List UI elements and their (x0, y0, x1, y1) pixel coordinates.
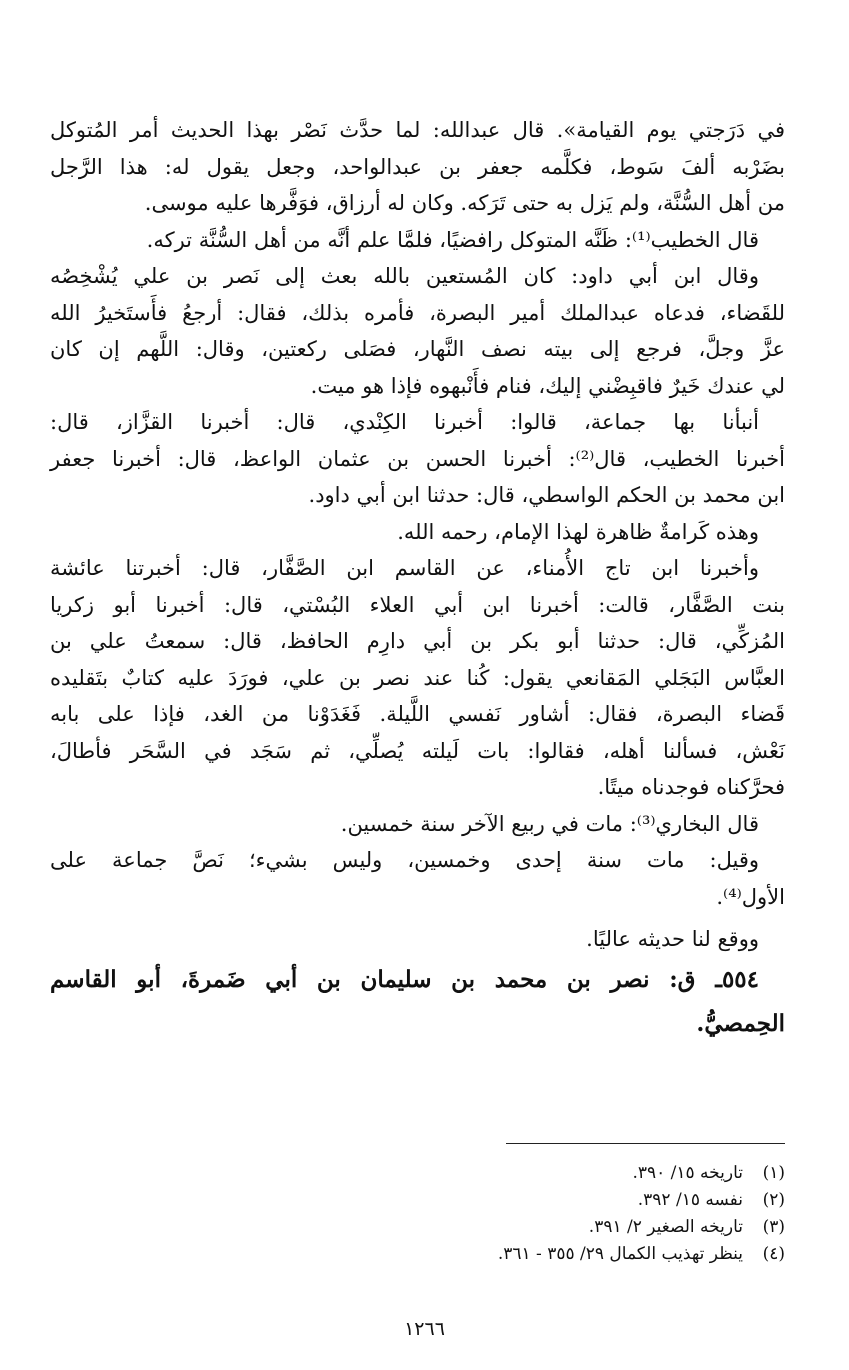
footnote-number: (١) (762, 1163, 785, 1183)
text-line: بنت الصَّفَّار، قالت: أخبرنا ابن أبي العلاء البُسْتي، قال: أخبرنا أبو زكريا (50, 592, 785, 617)
text-line: لي عندك خَيرٌ فاقبِضْني إليك، فنام فأَنْبهوه فإذا هو ميت. (310, 373, 785, 398)
footnote-text: نفسه ١٥/ ٣٩٢. (637, 1190, 743, 1210)
footnote (185, 1160, 785, 1187)
text-line: المُزكِّي، قال: حدثنا أبو بكر بن أبي دارِم الحافظ، قال: سمعتُ علي بن (50, 629, 785, 653)
text-line: قال الخطيب⁽¹⁾: ظَنَّه المتوكل رافضيًا، فلمَّا علم أنَّه من أهل السُّنَّة تركه. (146, 227, 759, 252)
text-line: ابن محمد بن الحكم الواسطي، قال: حدثنا ابن أبي داود. (308, 483, 785, 507)
text-line: وهذه كَرامةٌ ظاهرة لهذا الإمام، رحمه الله. (397, 519, 759, 544)
text-line: عزَّ وجلَّ، فرجع إلى بيته نصف النَّهار، فصَلى ركعتين، وقال: اللَّهم إن كان (50, 337, 785, 361)
entry-heading-line: الحِمصيُّ. (696, 1009, 785, 1037)
footnote-text: ينظر تهذيب الكمال ٢٩/ ٣٥٥ - ٣٦١. (497, 1244, 743, 1264)
footnote-number: (٤) (762, 1244, 785, 1264)
text-line: من أهل السُّنَّة، ولم يَزل به حتى تَرَكه. وكان له أرزاق، فوَفَّرها عليه موسى. (144, 191, 785, 215)
footnote (185, 1241, 785, 1268)
footnote-number: (٣) (762, 1217, 785, 1237)
text-line: فحرَّكناه فوجدناه ميتًا. (597, 775, 785, 799)
footnotes (185, 1160, 785, 1268)
text-line: ووقع لنا حديثه عاليًا. (586, 927, 759, 951)
text-line: العبَّاس البَجَلي المَقانعي يقول: كُنا عند نصر بن علي، فورَدَ عليه كتابٌ بتَقليده (50, 665, 785, 690)
text-line: في دَرَجتي يوم القيامة». قال عبدالله: لما حدَّث نَصْر بهذا الحديث أمر المُتوكل (50, 118, 785, 142)
footnote (185, 1214, 785, 1241)
text-line: نَعْش، فسألنا أهله، فقالوا: بات لَيلته يُصلِّي، ثم سَجَد في السَّحَر فأطالَ، (50, 738, 785, 763)
text-line: وقيل: مات سنة إحدى وخمسين، وليس بشيء؛ نَصَّ جماعة على (50, 848, 760, 872)
text-line: وقال ابن أبي داود: كان المُستعين بالله بعث إلى نَصر بن علي يُشْخِصُه (50, 264, 759, 288)
footnote-number: (٢) (762, 1190, 785, 1210)
text-line: أنبأنا بها جماعة، قالوا: أخبرنا الكِنْدي، قال: أخبرنا القزَّاز، قال: (50, 410, 759, 434)
footnote-text: تاريخه الصغير ٢/ ٣٩١. (588, 1217, 743, 1237)
text-line: أخبرنا الخطيب، قال⁽²⁾: أخبرنا الحسن بن عثمان الواعظ، قال: أخبرنا جعفر (50, 446, 785, 471)
footnote-divider (506, 1143, 785, 1144)
text-line: للقَضاء، فدعاه عبدالملك أمير البصرة، فأمره بذلك، فقال: أرجعُ فأَستَخيرُ الله (50, 300, 785, 325)
main-text (50, 112, 785, 1046)
text-line: قال البخاري⁽³⁾: مات في ربيع الآخر سنة خمسين. (340, 811, 759, 836)
text-line: بضَرْبه ألفَ سَوط، فكلَّمه جعفر بن عبدالواحد، وجعل يقول له: هذا الرَّجل (50, 154, 785, 179)
text-line: الأول⁽⁴⁾. (716, 884, 785, 909)
text-line: قَضاء البصرة، فقال: أشاور نَفسي اللَّيلة. فَغَدَوْنا من الغد، فإذا على بابه (50, 702, 785, 726)
text-line: وأخبرنا ابن تاج الأُمناء، عن القاسم ابن الصَّفَّار، قال: أخبرتنا عائشة (50, 556, 759, 580)
page-number: ١٢٦٦ (404, 1318, 445, 1340)
entry-heading-line: ٥٥٤ـ ق: نصر بن محمد بن سليمان بن أبي ضَمرةَ، أبو القاسم (50, 965, 759, 993)
footnote-text: تاريخه ١٥/ ٣٩٠. (632, 1163, 743, 1183)
footnote (185, 1187, 785, 1214)
